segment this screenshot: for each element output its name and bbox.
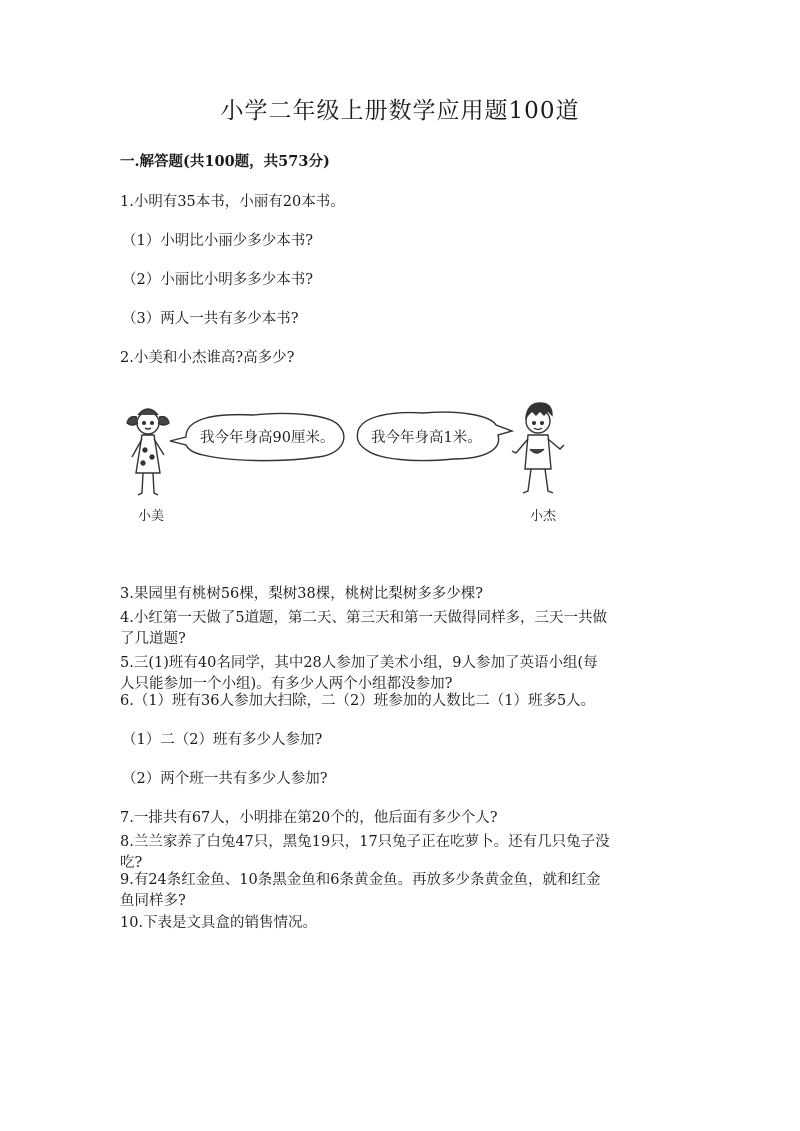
question-6-part-1: （1）二（2）班有多少人参加? — [122, 732, 323, 748]
question-1-part-3: （3）两人一共有多少本书? — [122, 311, 299, 327]
question-8-line-1: 8.兰兰家养了白兔47只，黑兔19只，17只兔子正在吃萝卜。还有几只兔子没 — [120, 834, 610, 850]
question-10: 10.下表是文具盒的销售情况。 — [120, 915, 318, 931]
question-9-line-1: 9.有24条红金鱼、10条黑金鱼和6条黄金鱼。再放多少条黄金鱼，就和红金 — [120, 872, 601, 888]
girl-figure — [127, 409, 169, 495]
question-2-stem: 2.小美和小杰谁高?高多少? — [120, 350, 295, 366]
question-3: 3.果园里有桃树56棵，梨树38棵，桃树比梨树多多少棵? — [120, 586, 484, 602]
girl-name-label: 小美 — [138, 509, 165, 524]
boy-name-label: 小杰 — [530, 509, 557, 524]
boy-speech-text: 我今年身高1米。 — [371, 430, 482, 446]
question-5-line-1: 5.三(1)班有40名同学，其中28人参加了美术小组，9人参加了英语小组(每 — [120, 655, 598, 671]
question-6-stem: 6.（1）班有36人参加大扫除，二（2）班参加的人数比二（1）班多5人。 — [120, 693, 596, 709]
question-1-stem: 1.小明有35本书，小丽有20本书。 — [120, 194, 345, 210]
question-5-line-2: 人只能参加一个小组)。有多少人两个小组都没参加? — [120, 676, 453, 692]
question-6-part-2: （2）两个班一共有多少人参加? — [122, 771, 328, 787]
question-1-part-1: （1）小明比小丽少多少本书? — [122, 233, 313, 249]
height-comparison-illustration — [118, 395, 588, 540]
question-4-line-1: 4.小红第一天做了5道题，第二天、第三天和第一天做得同样多，三天一共做 — [120, 610, 608, 626]
section-heading: 一.解答题(共100题，共573分) — [120, 153, 330, 170]
boy-figure — [512, 403, 564, 493]
question-1-part-2: （2）小丽比小明多多少本书? — [122, 272, 313, 288]
question-4-line-2: 了几道题? — [120, 631, 186, 647]
question-8-line-2: 吃? — [120, 855, 143, 871]
girl-speech-text: 我今年身高90厘米。 — [200, 430, 335, 446]
page-title: 小学二年级上册数学应用题100道 — [220, 98, 580, 124]
question-7: 7.一排共有67人，小明排在第20个的，他后面有多少个人? — [120, 810, 498, 826]
question-9-line-2: 鱼同样多? — [120, 893, 186, 909]
